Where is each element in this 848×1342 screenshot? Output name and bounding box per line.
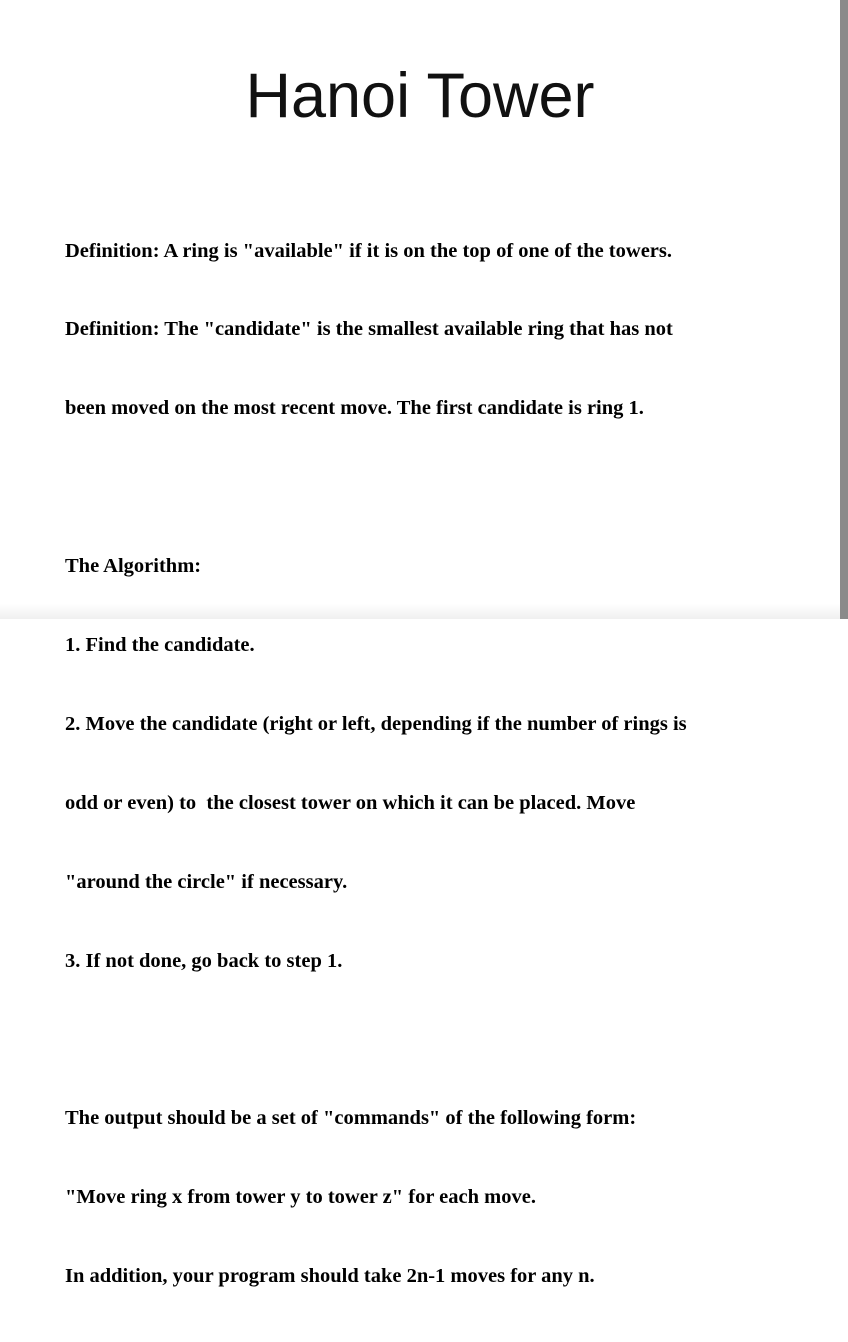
algorithm-step-3: 3. If not done, go back to step 1. — [65, 949, 343, 972]
algorithm-heading: The Algorithm: — [65, 555, 202, 578]
definition-line-1: Definition: A ring is "available" if it is on the top of one of the towers. — [65, 239, 672, 262]
algorithm-step-2-line-2: odd or even) to the closest tower on which it can be placed. Move — [65, 791, 636, 814]
output-line-1: The output should be a set of "commands" of the following form: — [65, 1107, 637, 1130]
slide-title: Hanoi Tower — [245, 61, 595, 131]
definition-line-3: been moved on the most recent move. The first candidate is ring 1. — [65, 397, 644, 420]
definition-line-2: Definition: The "candidate" is the smallest available ring that has not — [65, 318, 673, 341]
algorithm-step-1: 1. Find the candidate. — [65, 634, 255, 657]
algorithm-step-2-line-3: "around the circle" if necessary. — [65, 870, 348, 893]
output-line-2: "Move ring x from tower y to tower z" for each move. — [65, 1186, 536, 1209]
paragraph-gap — [65, 474, 785, 500]
window-right-border — [840, 0, 848, 619]
algorithm-step-2-line-1: 2. Move the candidate (right or left, depending if the number of rings is — [65, 712, 687, 735]
slide-bottom-shadow — [0, 604, 840, 619]
paragraph-gap — [65, 1027, 785, 1053]
slide-body — [65, 185, 785, 1342]
output-line-3: In addition, your program should take 2n-1 moves for any n. — [65, 1265, 595, 1288]
